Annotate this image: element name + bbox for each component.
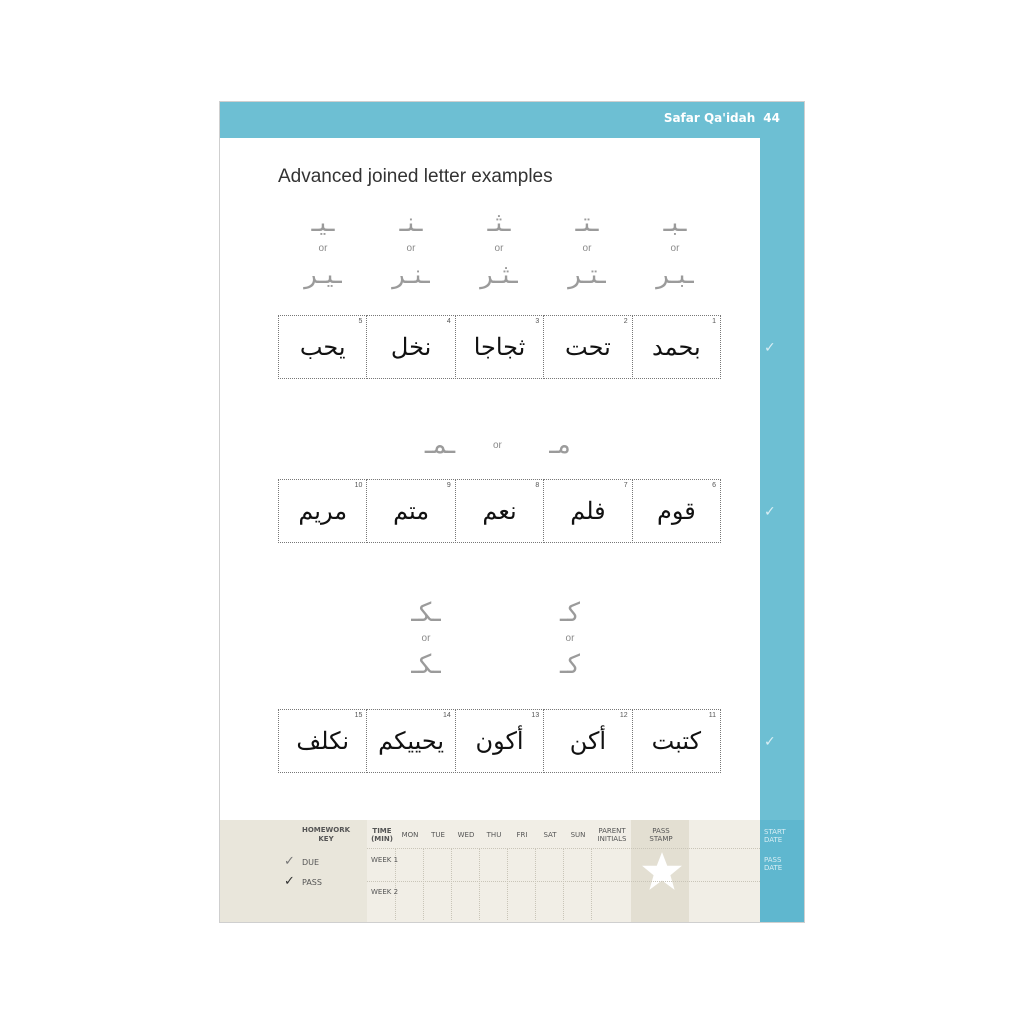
word-row [278,315,720,379]
letter-form-top: ـكـ [411,598,441,628]
due-label: DUE [302,858,320,867]
letter-form-top: ـيـ [311,208,335,238]
word-cell [632,709,721,773]
letter-form-medial: ـمـ [424,430,456,460]
day-header: SAT [543,831,557,839]
grid-row-line [367,881,760,882]
parent-initials-header: PARENT INITIALS [597,827,627,843]
letter-form-row [220,430,760,464]
letter-form-bottom: كـ [560,650,580,680]
letter-form-top: ـنـ [399,208,423,238]
arabic-word: كتبت [651,727,702,755]
or-label: or [582,243,592,254]
word-number: 9 [446,482,451,489]
pass-date-label: PASS DATE [764,856,783,872]
word-row [278,709,720,773]
word-cell [278,709,367,773]
week-1-label: WEEK 1 [371,856,399,864]
word-number: 2 [623,318,628,325]
letter-form-column [469,208,529,290]
word-number: 10 [354,482,363,489]
letter-form-bottom: ـبـر [656,260,694,290]
section-title: Advanced joined letter examples [278,166,553,187]
key-pass [284,874,322,889]
arabic-word: متم [393,497,430,525]
homework-key-title: HOMEWORK KEY [301,826,351,843]
grid-row-line [367,848,760,849]
arabic-word: قوم [656,497,696,525]
arabic-word: أكن [569,727,607,755]
letter-form-column [557,208,617,290]
star-icon [641,850,683,892]
word-cell [455,709,544,773]
day-header: SUN [570,831,586,839]
check-icon: ✓ [284,854,295,869]
grid-divider [423,848,424,920]
time-header [369,827,395,843]
grid-divider [535,848,536,920]
word-number: 3 [535,318,540,325]
word-number: 6 [712,482,717,489]
word-number: 5 [358,318,363,325]
or-label: or [565,633,575,644]
arabic-word: يحييكم [378,727,445,755]
check-icon: ✓ [764,340,776,356]
arabic-word: بحمد [652,333,701,361]
week-2-label: WEEK 2 [371,888,399,896]
grid-divider [479,848,480,920]
word-number: 14 [443,712,451,719]
or-label: or [421,633,431,644]
word-number: 12 [619,712,628,719]
time-unit: (MIN) [371,835,393,843]
word-number: 1 [712,318,717,325]
arabic-word: فلم [570,497,606,525]
word-number: 4 [446,318,451,325]
word-cell [543,479,632,543]
grid-divider [451,848,452,920]
day-header: WED [457,831,475,839]
letter-form-top: ـثـ [487,208,511,238]
header-band [220,102,804,138]
letter-form-column [293,208,353,290]
word-cell [366,479,455,543]
book-title: Safar Qa'idah [663,111,756,125]
word-number: 13 [531,712,540,719]
letter-form-column [540,598,600,680]
letter-form-top: كـ [560,598,580,628]
page-number: 44 [763,111,780,125]
letter-form-bottom: ـتـر [568,260,606,290]
letter-form-column [645,208,705,290]
day-header: TUE [431,831,445,839]
check-icon: ✓ [284,874,295,889]
side-band [760,138,804,922]
arabic-word: مريم [298,497,348,525]
pass-label: PASS [302,878,322,887]
or-label: or [494,243,504,254]
word-cell [455,479,544,543]
word-cell [366,315,455,379]
letter-form-bottom: ـثـر [480,260,518,290]
check-icon: ✓ [764,504,776,520]
word-number: 15 [354,712,363,719]
pass-stamp-header: PASS STAMP [649,827,673,843]
word-cell [278,479,367,543]
or-label: or [493,440,502,451]
word-cell [455,315,544,379]
arabic-word: أكون [475,727,524,755]
letter-form-top: ـتـ [575,208,599,238]
or-label: or [318,243,328,254]
letter-form-bottom: ـنـر [392,260,430,290]
arabic-word: ثجاجا [473,333,526,361]
letter-form-column [396,598,456,680]
word-number: 11 [708,712,717,719]
start-date-label: START DATE [764,828,786,844]
key-due [284,854,319,869]
arabic-word: نكلف [296,727,350,755]
arabic-word: يحب [299,333,346,361]
time-label: TIME [372,827,392,835]
word-row [278,479,720,543]
word-cell [543,709,632,773]
grid-divider [563,848,564,920]
grid-divider [507,848,508,920]
arabic-word: نعم [482,497,517,525]
day-header: FRI [516,831,528,839]
word-cell [543,315,632,379]
word-cell [632,315,721,379]
word-cell [366,709,455,773]
arabic-word: نخل [390,333,432,361]
or-label: or [406,243,416,254]
letter-form-bottom: ـيـر [304,260,342,290]
word-cell [278,315,367,379]
grid-divider [591,848,592,920]
letter-form-bottom: ـكـ [411,650,441,680]
day-header: THU [486,831,502,839]
letter-form-initial: مـ [549,430,571,460]
or-label: or [670,243,680,254]
check-icon: ✓ [764,734,776,750]
word-cell [632,479,721,543]
word-number: 7 [623,482,628,489]
workbook-page [220,102,804,922]
letter-form-top: ـبـ [663,208,687,238]
letter-form-column [381,208,441,290]
homework-footer [220,820,760,922]
page-header [664,111,780,125]
word-number: 8 [535,482,540,489]
arabic-word: تحت [565,333,611,361]
homework-grid [367,820,760,922]
day-header: MON [401,831,419,839]
